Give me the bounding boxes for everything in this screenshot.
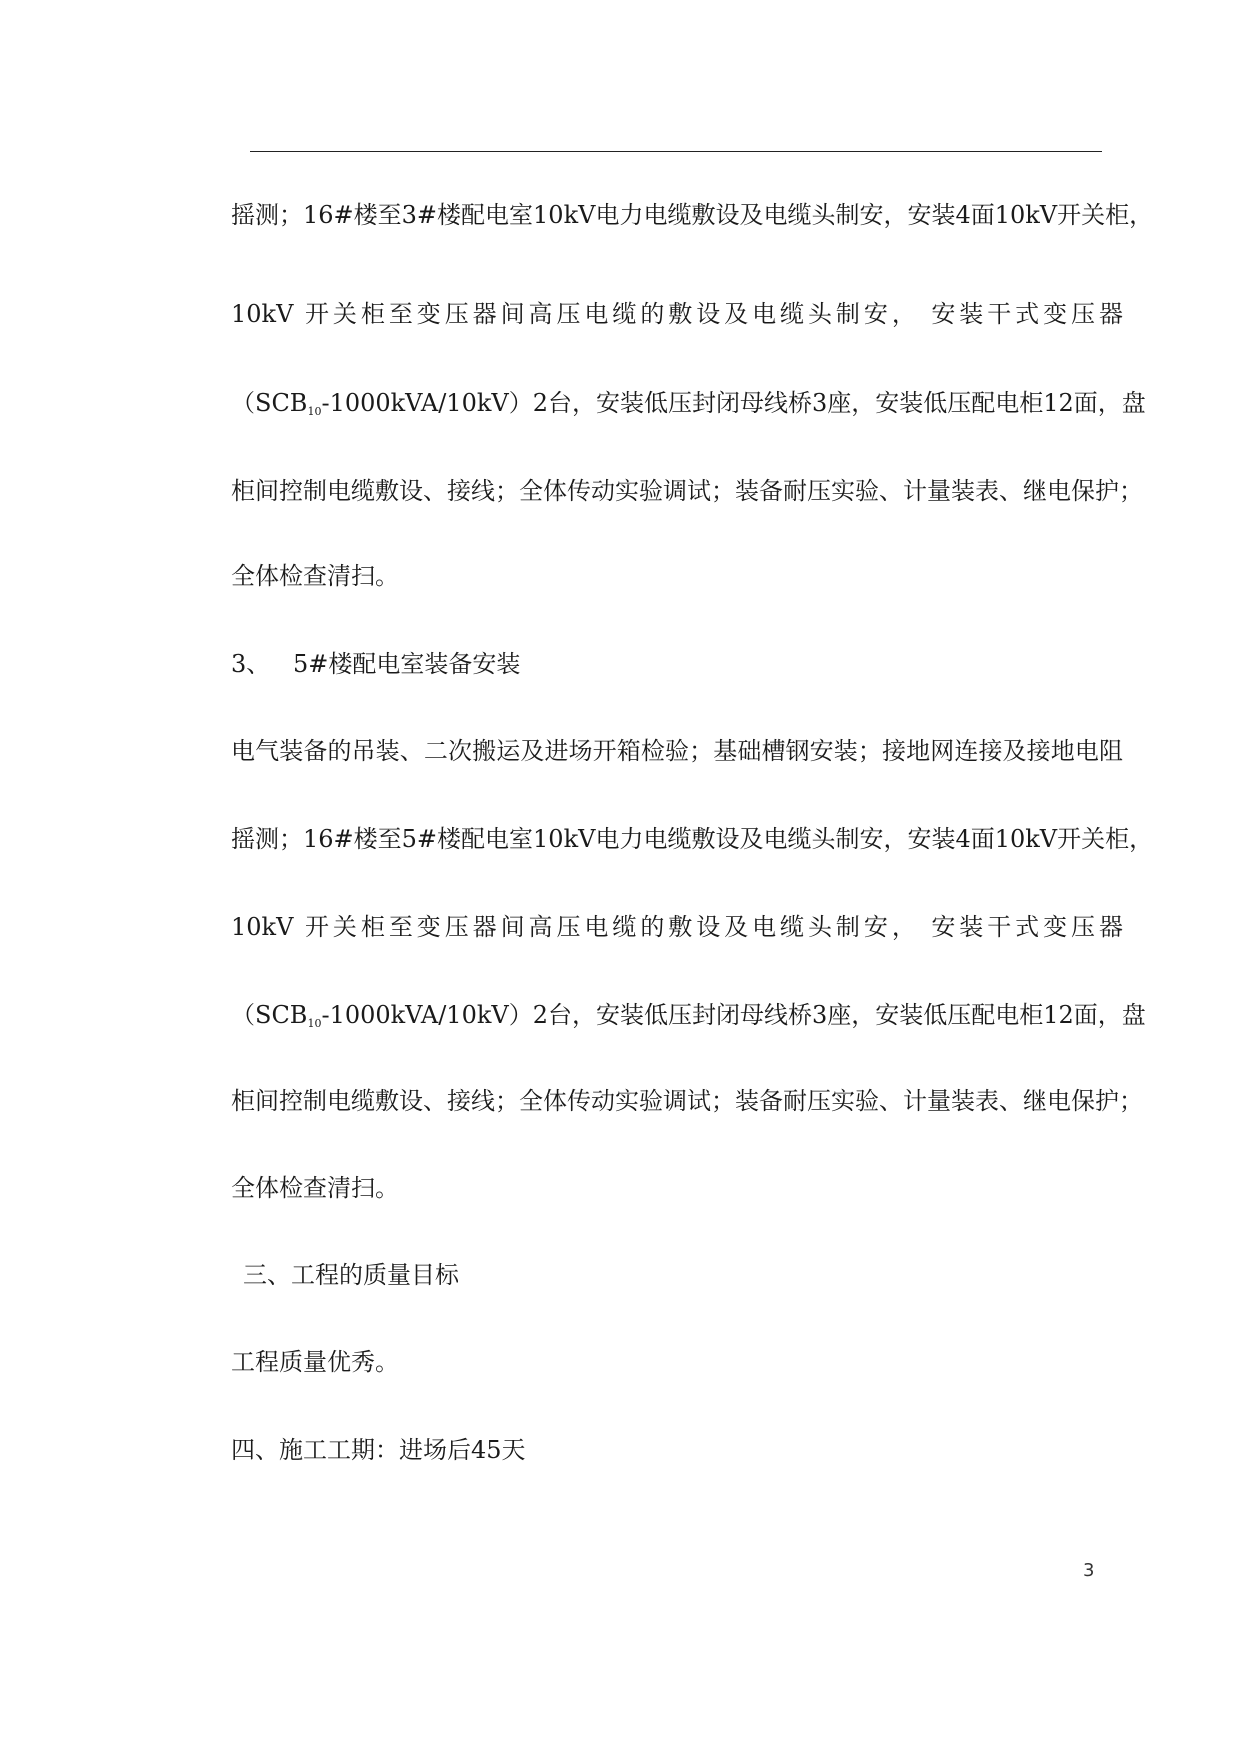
quality-body: 工程质量优秀。: [231, 1348, 399, 1376]
paragraph2-line6: 全体检查清扫。: [231, 1174, 399, 1202]
paragraph1-line3-prefix: （SCB: [231, 389, 308, 417]
paragraph2-line3: 10kV 开关柜至变压器间高压电缆的敷设及电缆头制安， 安装干式变压器: [231, 913, 1123, 941]
paragraph1-line4: 柜间控制电缆敷设、接线；全体传动实验调试；装备耐压实验、计量装表、继电保护；: [231, 477, 1143, 505]
paragraph2-line4-subscript: 10: [307, 1017, 322, 1030]
paragraph1-line3-subscript: 10: [307, 405, 322, 418]
paragraph1-line1: 摇测；16#楼至3#楼配电室10kV电力电缆敷设及电缆头制安，安装4面10kV开关柜，: [231, 201, 1154, 229]
paragraph1-line5: 全体检查清扫。: [231, 562, 399, 590]
schedule-heading: 四、施工工期：进场后45天: [231, 1436, 526, 1464]
section3-number: 3、: [231, 650, 271, 678]
page-number: 3: [1083, 1560, 1095, 1581]
paragraph1-line3: [231, 386, 1146, 420]
paragraph2-line4-suffix: -1000kVA/10kV）2台，安装低压封闭母线桥3座，安装低压配电柜12面，盘: [321, 1001, 1146, 1029]
paragraph2-line1: 电气装备的吊装、二次搬运及进场开箱检验；基础槽钢安装；接地网连接及接地电阻: [231, 737, 1123, 765]
paragraph2-line4: [231, 998, 1146, 1032]
section3-heading: [231, 647, 520, 681]
header-rule: [250, 151, 1102, 152]
paragraph2-line2: 摇测；16#楼至5#楼配电室10kV电力电缆敷设及电缆头制安，安装4面10kV开关柜，: [231, 825, 1154, 853]
paragraph1-line3-suffix: -1000kVA/10kV）2台，安装低压封闭母线桥3座，安装低压配电柜12面，盘: [321, 389, 1146, 417]
paragraph2-line5: 柜间控制电缆敷设、接线；全体传动实验调试；装备耐压实验、计量装表、继电保护；: [231, 1087, 1143, 1115]
section3-title: 5#楼配电室装备安装: [293, 650, 521, 678]
paragraph2-line4-prefix: （SCB: [231, 1001, 308, 1029]
quality-heading: 三、工程的质量目标: [243, 1261, 459, 1289]
paragraph1-line2: 10kV 开关柜至变压器间高压电缆的敷设及电缆头制安， 安装干式变压器: [231, 300, 1123, 328]
